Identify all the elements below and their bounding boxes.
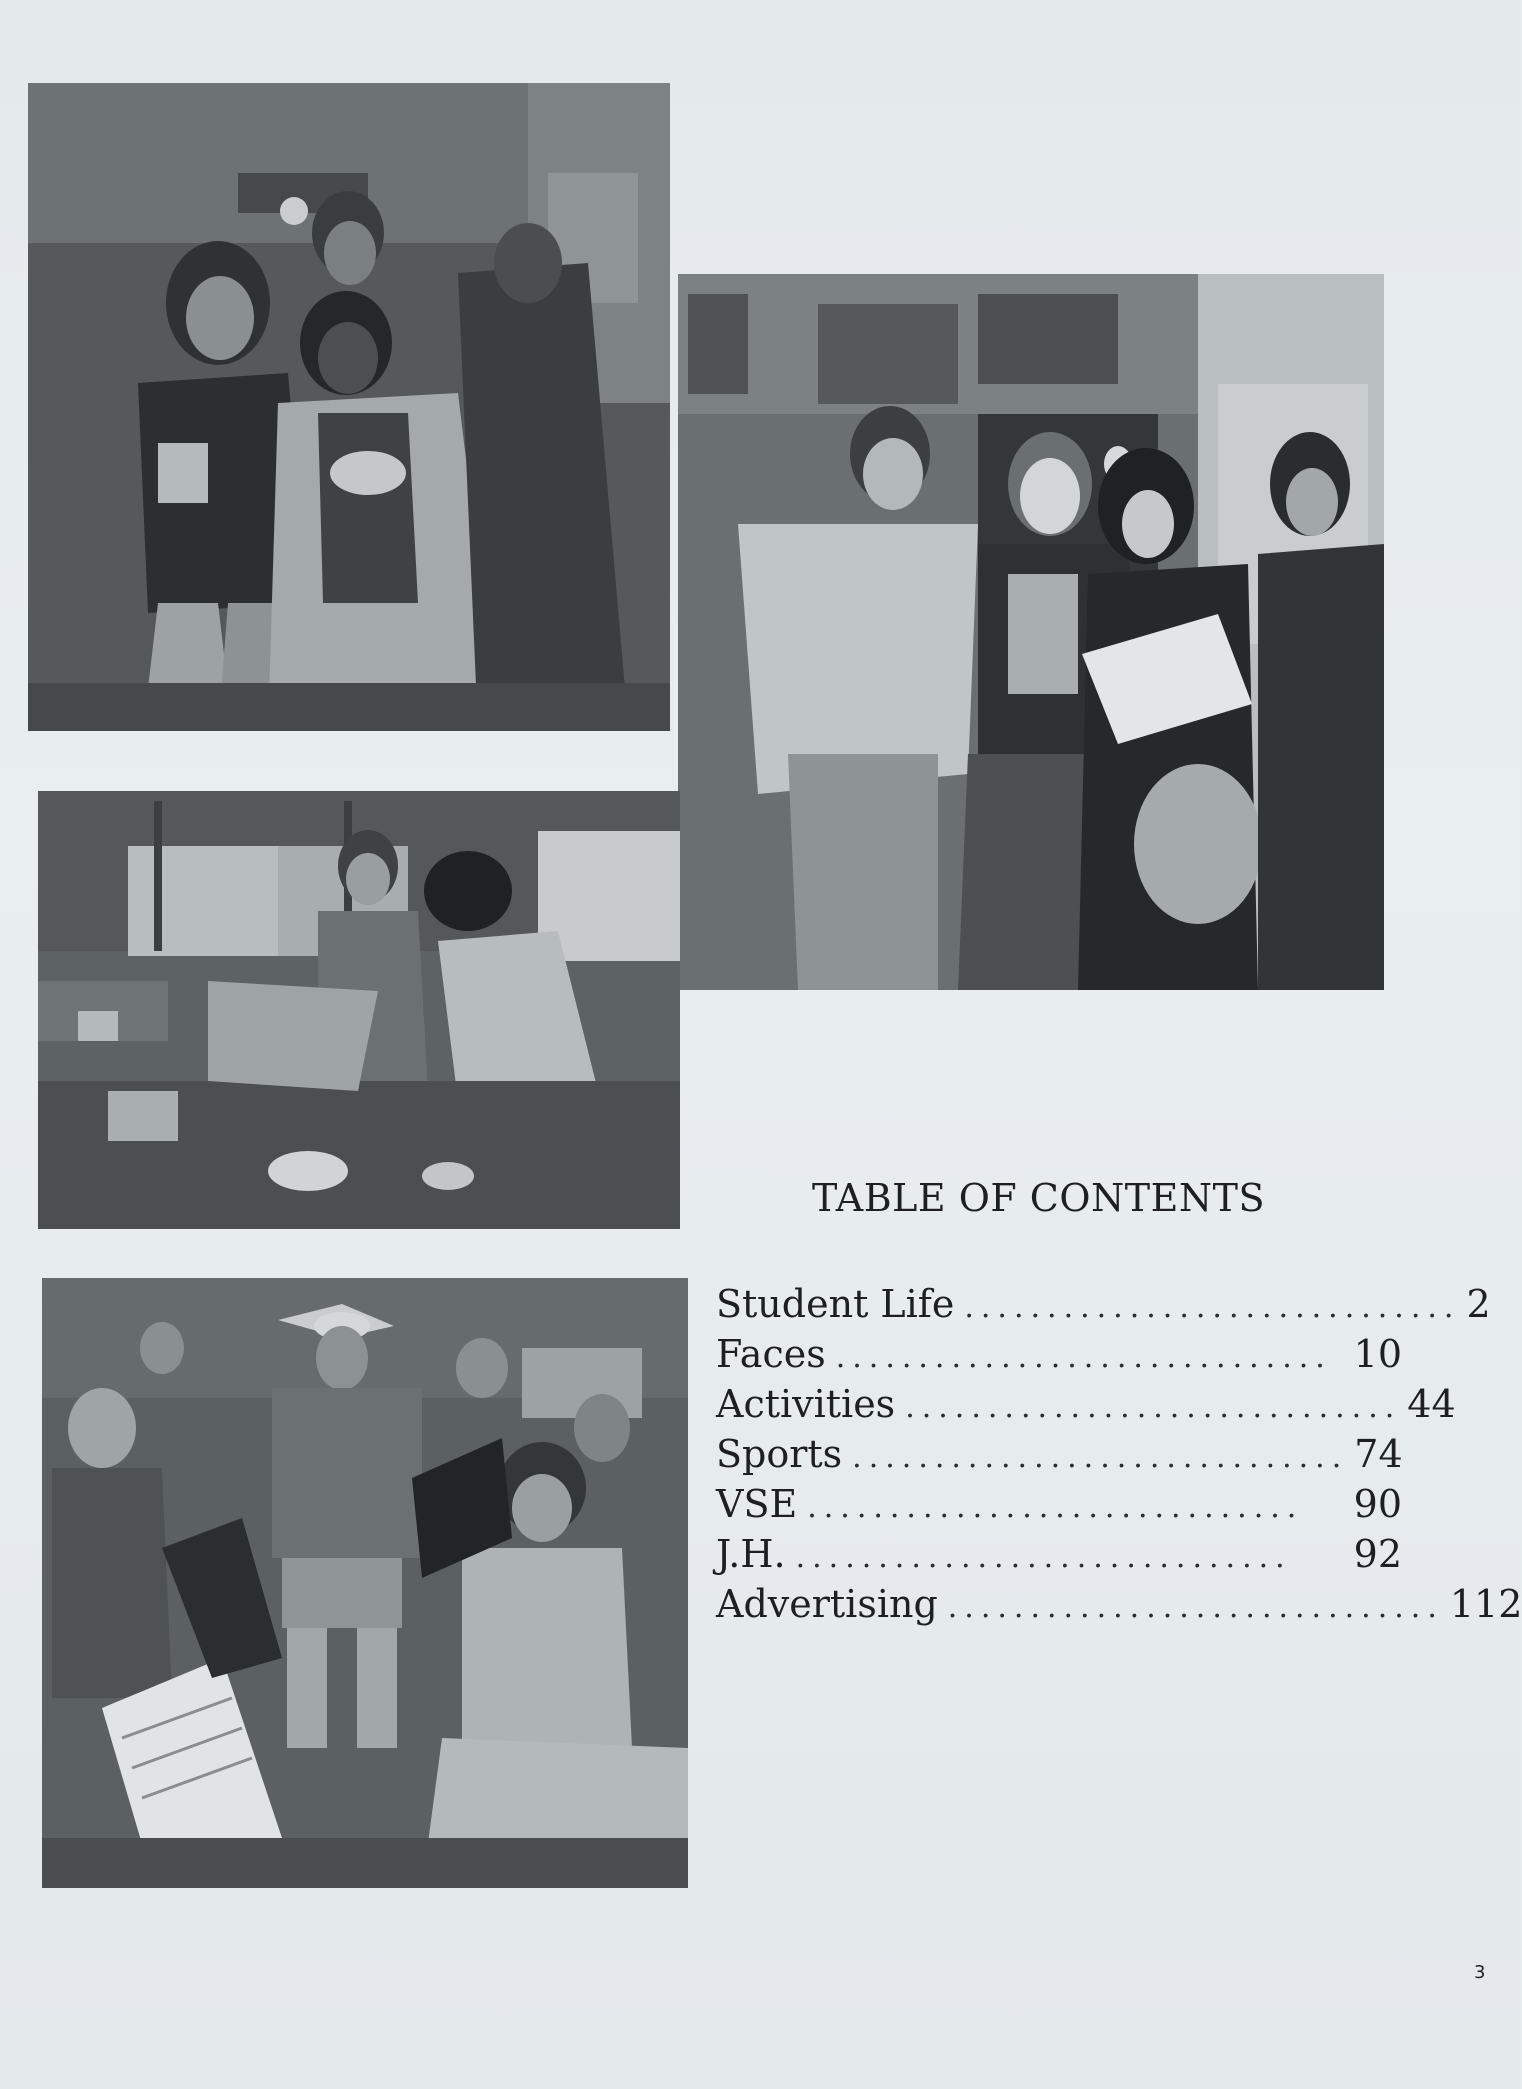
toc-entry-label: Student Life <box>716 1282 955 1326</box>
photo-band-rehearsal <box>42 1278 688 1888</box>
toc-entry-page: 2 <box>1466 1282 1491 1326</box>
toc-entry-advertising[interactable] <box>716 1582 1522 1632</box>
toc-entry-page: 112 <box>1449 1582 1522 1626</box>
toc-entry-page: 92 <box>1353 1532 1402 1576</box>
toc-entry-sports[interactable] <box>716 1432 1402 1482</box>
toc-entry-label: Faces <box>716 1332 826 1376</box>
photo-art-classroom <box>38 791 680 1229</box>
toc-entry-page: 10 <box>1353 1332 1402 1376</box>
toc-title: TABLE OF CONTENTS <box>812 1176 1265 1220</box>
toc-entry-page: 44 <box>1407 1382 1456 1426</box>
table-of-contents <box>716 1282 1522 1632</box>
toc-entry-page: 74 <box>1354 1432 1403 1476</box>
toc-entry-label: Activities <box>716 1382 896 1426</box>
toc-leader-dots: .............................. <box>807 1490 1304 1525</box>
toc-entry-label: VSE <box>716 1482 798 1526</box>
toc-leader-dots: .............................. <box>835 1340 1332 1375</box>
toc-entry-page: 90 <box>1353 1482 1402 1526</box>
photo-students-hallway <box>28 83 670 731</box>
toc-entry-label: Sports <box>716 1432 843 1476</box>
toc-leader-dots: .............................. <box>947 1590 1444 1625</box>
toc-entry-activities[interactable] <box>716 1382 1456 1432</box>
toc-entry-jh[interactable] <box>716 1532 1402 1582</box>
toc-entry-label: J.H. <box>716 1532 786 1576</box>
toc-entry-label: Advertising <box>716 1582 938 1626</box>
toc-leader-dots: .............................. <box>905 1390 1402 1425</box>
toc-leader-dots: .............................. <box>964 1290 1461 1325</box>
toc-entry-student-life[interactable] <box>716 1282 1491 1332</box>
photo-group-by-door <box>678 274 1384 990</box>
toc-leader-dots: .............................. <box>852 1440 1349 1475</box>
page-number: 3 <box>1474 1962 1486 1983</box>
toc-entry-vse[interactable] <box>716 1482 1402 1532</box>
toc-leader-dots: .............................. <box>795 1540 1292 1575</box>
toc-entry-faces[interactable] <box>716 1332 1402 1382</box>
